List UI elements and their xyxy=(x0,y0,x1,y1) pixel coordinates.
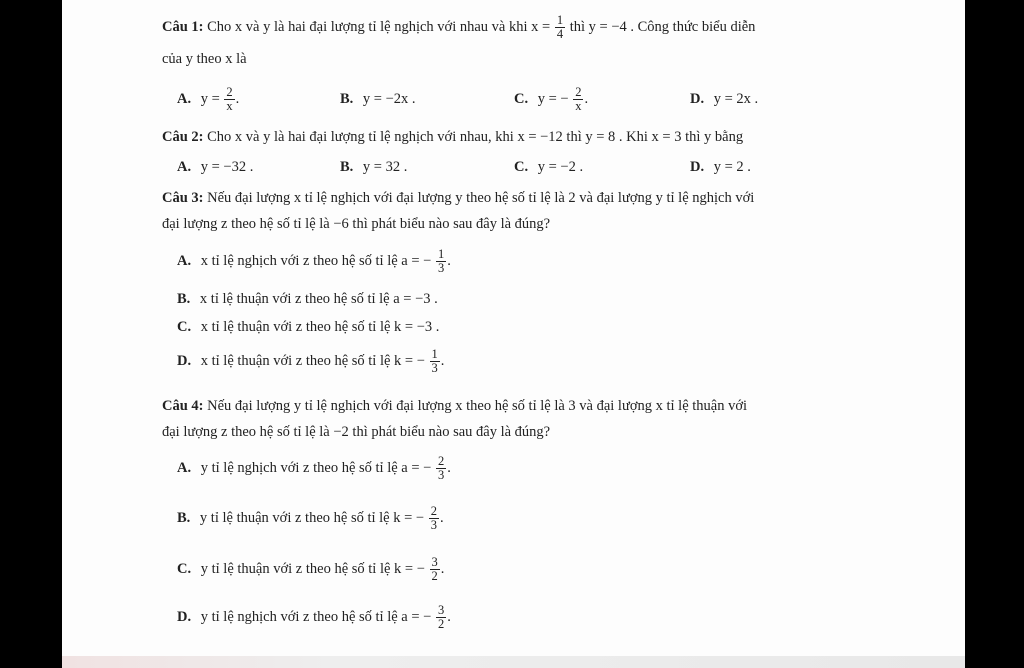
q4-option-c-fraction xyxy=(430,556,440,583)
q2-option-a-label: A. xyxy=(177,159,192,175)
q1-option-a-fraction xyxy=(224,86,234,113)
q1-stem-a: Cho x và y là hai đại lượng tỉ lệ nghịch với nhau và khi xyxy=(207,18,528,35)
q4-option-b-fraction xyxy=(429,505,439,532)
q4-option-c-label: C. xyxy=(177,560,192,577)
q2-option-c-label: C. xyxy=(514,159,529,175)
q3-option-a-den: 3 xyxy=(437,261,445,275)
q1-stem-line1 xyxy=(162,14,755,41)
q4-option-c-den: 2 xyxy=(431,569,438,583)
q3-option-d-num: 1 xyxy=(431,347,438,361)
q3-option-d xyxy=(177,348,444,375)
q3-option-a-suffix: . xyxy=(447,252,451,269)
q4-option-d-fraction xyxy=(436,604,446,631)
q4-option-d-suffix: . xyxy=(447,608,451,625)
q1-cond-x-fraction xyxy=(555,14,565,41)
q4-option-a xyxy=(177,455,451,482)
q1-option-b xyxy=(340,90,416,108)
q3-stem-a: Nếu đại lượng x tỉ lệ nghịch với đại lượng y theo hệ số tỉ lệ là 2 và đại lượng y tỉ lệ nghịch với xyxy=(207,190,755,206)
q1-option-b-label: B. xyxy=(340,91,354,107)
q4-option-c xyxy=(177,556,444,583)
q4-option-a-label: A. xyxy=(177,459,192,476)
q1-option-a-den: x xyxy=(226,99,233,113)
q4-option-a-prefix: y tỉ lệ nghịch với z theo hệ số tỉ lệ a = − xyxy=(200,459,432,476)
q4-option-d-label: D. xyxy=(177,608,192,625)
q1-option-c xyxy=(514,86,588,113)
q3-option-d-suffix: . xyxy=(440,352,445,369)
q4-option-b-num: 2 xyxy=(430,504,437,518)
q3-option-b-label: B. xyxy=(177,291,191,307)
q2-option-d-text: y = 2 . xyxy=(713,159,751,175)
q3-option-c-text: x tỉ lệ thuận với z theo hệ số tỉ lệ k = −3 . xyxy=(200,319,440,335)
q1-option-d xyxy=(690,90,758,108)
q4-option-c-prefix: y tỉ lệ thuận với z theo hệ số tỉ lệ k = − xyxy=(200,560,425,577)
q4-stem-a: Nếu đại lượng y tỉ lệ nghịch với đại lượng x theo hệ số tỉ lệ là 3 và đại lượng x tỉ lệ thuận với xyxy=(207,398,748,414)
q2-option-c-text: y = −2 . xyxy=(537,159,584,175)
q1-option-c-suffix: . xyxy=(584,90,589,107)
q4-option-a-suffix: . xyxy=(447,459,451,476)
q3-option-d-prefix: x tỉ lệ thuận với z theo hệ số tỉ lệ k = − xyxy=(200,352,425,369)
q1-option-b-text: y = −2x . xyxy=(362,91,416,107)
q1-cond-x-den: 4 xyxy=(556,27,564,41)
document-page xyxy=(62,0,965,668)
q1-option-c-num: 2 xyxy=(575,85,582,99)
q3-option-b-text: x tỉ lệ thuận với z theo hệ số tỉ lệ a = −3 . xyxy=(199,291,438,307)
q1-option-c-fraction xyxy=(573,86,583,113)
q1-option-c-den: x xyxy=(575,99,582,113)
q4-option-d-den: 2 xyxy=(437,617,445,631)
q1-option-a-suffix: . xyxy=(235,90,240,107)
q1-option-d-text: y = 2x . xyxy=(713,91,759,107)
q3-stem-line2: đại lượng z theo hệ số tỉ lệ là −6 thì phát biểu nào sau đây là đúng? xyxy=(162,216,551,232)
q1-cond-y: thì y = −4 . Công thức biểu diễn xyxy=(569,18,756,35)
q3-option-a-prefix: x tỉ lệ nghịch với z theo hệ số tỉ lệ a = − xyxy=(200,252,432,269)
q2-stem-text: Cho x và y là hai đại lượng tỉ lệ nghịch với nhau, khi x = −12 thì y = 8 . Khi x = 3 thì y bằng xyxy=(207,129,744,145)
q1-label: Câu 1: xyxy=(162,18,204,35)
q2-option-d xyxy=(690,158,751,176)
q1-option-c-label: C. xyxy=(514,90,529,107)
q4-option-b-suffix: . xyxy=(439,509,444,526)
q4-stem-line1 xyxy=(162,397,747,415)
q4-stem-line2: đại lượng z theo hệ số tỉ lệ là −2 thì phát biểu nào sau đây là đúng? xyxy=(162,424,551,440)
q3-option-a xyxy=(177,248,451,275)
q1-option-a xyxy=(177,86,239,113)
q3-label: Câu 3: xyxy=(162,190,204,206)
q1-option-d-label: D. xyxy=(690,91,705,107)
bottom-strip xyxy=(62,656,965,668)
q2-label: Câu 2: xyxy=(162,129,204,145)
q3-option-a-fraction xyxy=(436,248,446,275)
q4-option-d xyxy=(177,604,451,631)
q2-option-a xyxy=(177,158,253,176)
q3-option-c xyxy=(177,318,439,336)
q4-option-a-num: 2 xyxy=(437,454,445,468)
q3-option-a-label: A. xyxy=(177,252,192,269)
q3-option-b xyxy=(177,290,438,308)
q4-option-b xyxy=(177,505,444,532)
q2-option-b xyxy=(340,158,407,176)
q1-option-a-num: 2 xyxy=(226,85,233,99)
q4-option-a-den: 3 xyxy=(437,468,445,482)
q3-option-a-num: 1 xyxy=(437,247,445,261)
q4-option-d-prefix: y tỉ lệ nghịch với z theo hệ số tỉ lệ a = − xyxy=(200,608,432,625)
q4-option-b-prefix: y tỉ lệ thuận với z theo hệ số tỉ lệ k = − xyxy=(199,509,425,526)
q4-option-b-den: 3 xyxy=(430,518,437,532)
q1-option-c-prefix: y = − xyxy=(537,90,569,107)
q2-option-c xyxy=(514,158,583,176)
q1-cond-x-prefix: x = xyxy=(531,18,551,35)
q1-option-a-label: A. xyxy=(177,90,192,107)
q2-option-a-text: y = −32 . xyxy=(200,159,254,175)
q1-option-a-prefix: y = xyxy=(200,90,220,107)
q2-option-b-text: y = 32 . xyxy=(362,159,408,175)
q2-stem xyxy=(162,128,743,146)
q4-option-b-label: B. xyxy=(177,509,191,526)
q1-cond-x-num: 1 xyxy=(556,13,564,27)
q4-option-c-num: 3 xyxy=(431,555,438,569)
q4-option-a-fraction xyxy=(436,455,446,482)
q2-option-b-label: B. xyxy=(340,159,354,175)
q3-stem-line1 xyxy=(162,189,754,207)
q2-option-d-label: D. xyxy=(690,159,705,175)
q3-option-d-fraction xyxy=(430,348,440,375)
q3-option-d-label: D. xyxy=(177,352,192,369)
q4-label: Câu 4: xyxy=(162,398,204,414)
q4-option-d-num: 3 xyxy=(437,603,445,617)
q3-option-d-den: 3 xyxy=(431,361,438,375)
q1-stem-line2: của y theo x là xyxy=(162,51,247,67)
q4-option-c-suffix: . xyxy=(440,560,445,577)
q3-option-c-label: C. xyxy=(177,319,192,335)
